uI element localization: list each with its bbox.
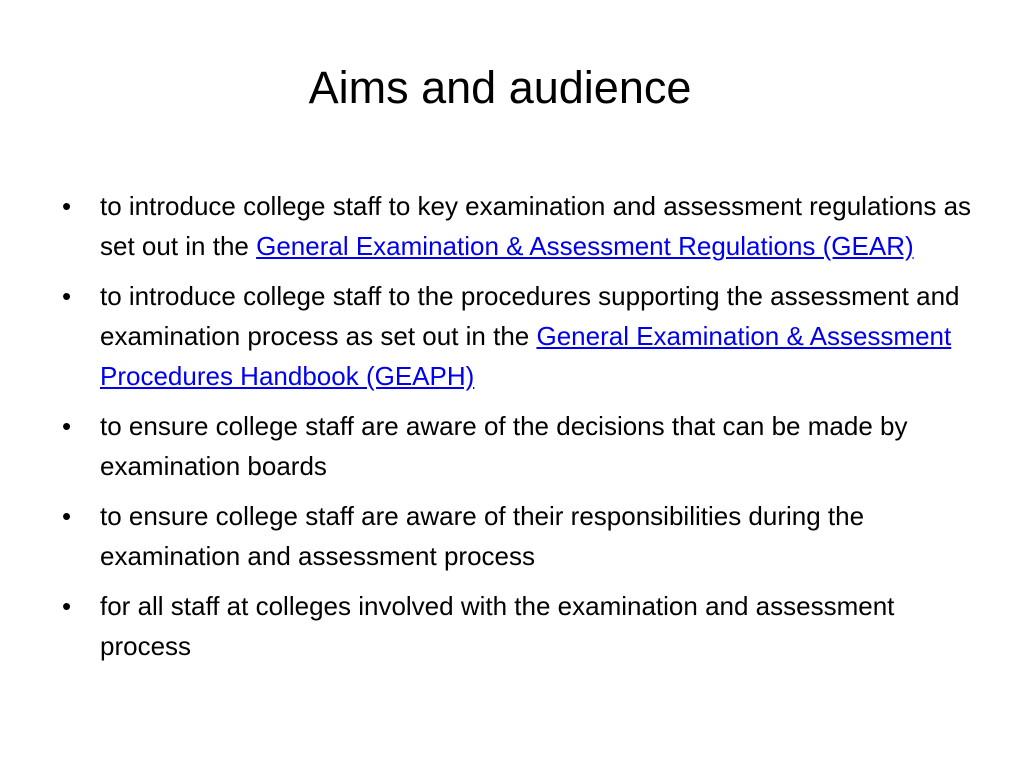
gear-link[interactable]: General Examination & Assessment Regulations (GEAR) — [256, 231, 914, 261]
geaph-link[interactable]: General Examination & Assessment Procedures Handbook (GEAPH) — [100, 321, 952, 391]
bullet-icon: • — [62, 501, 72, 531]
bullet-list — [62, 186, 972, 676]
bullet-icon: • — [62, 191, 72, 221]
bullet-text: to ensure college staff are aware of the decisions that can be made by examination boards — [100, 411, 908, 481]
bullet-icon: • — [62, 281, 72, 311]
bullet-text: to ensure college staff are aware of their responsibilities during the examination and assessment process — [100, 501, 865, 571]
bullet-item — [62, 406, 972, 486]
slide-title: Aims and audience — [308, 62, 692, 113]
bullet-item — [62, 496, 972, 576]
bullet-text: to introduce college staff to key examination and assessment regulations as set out in the — [100, 191, 972, 261]
bullet-icon: • — [62, 591, 72, 621]
bullet-text: to introduce college staff to the procedures supporting the assessment and examination process as set out in the — [100, 281, 960, 351]
bullet-item — [62, 276, 972, 396]
bullet-item — [62, 586, 972, 666]
bullet-item — [62, 186, 972, 266]
bullet-icon: • — [62, 411, 72, 441]
bullet-text: for all staff at colleges involved with the examination and assessment process — [100, 591, 895, 661]
